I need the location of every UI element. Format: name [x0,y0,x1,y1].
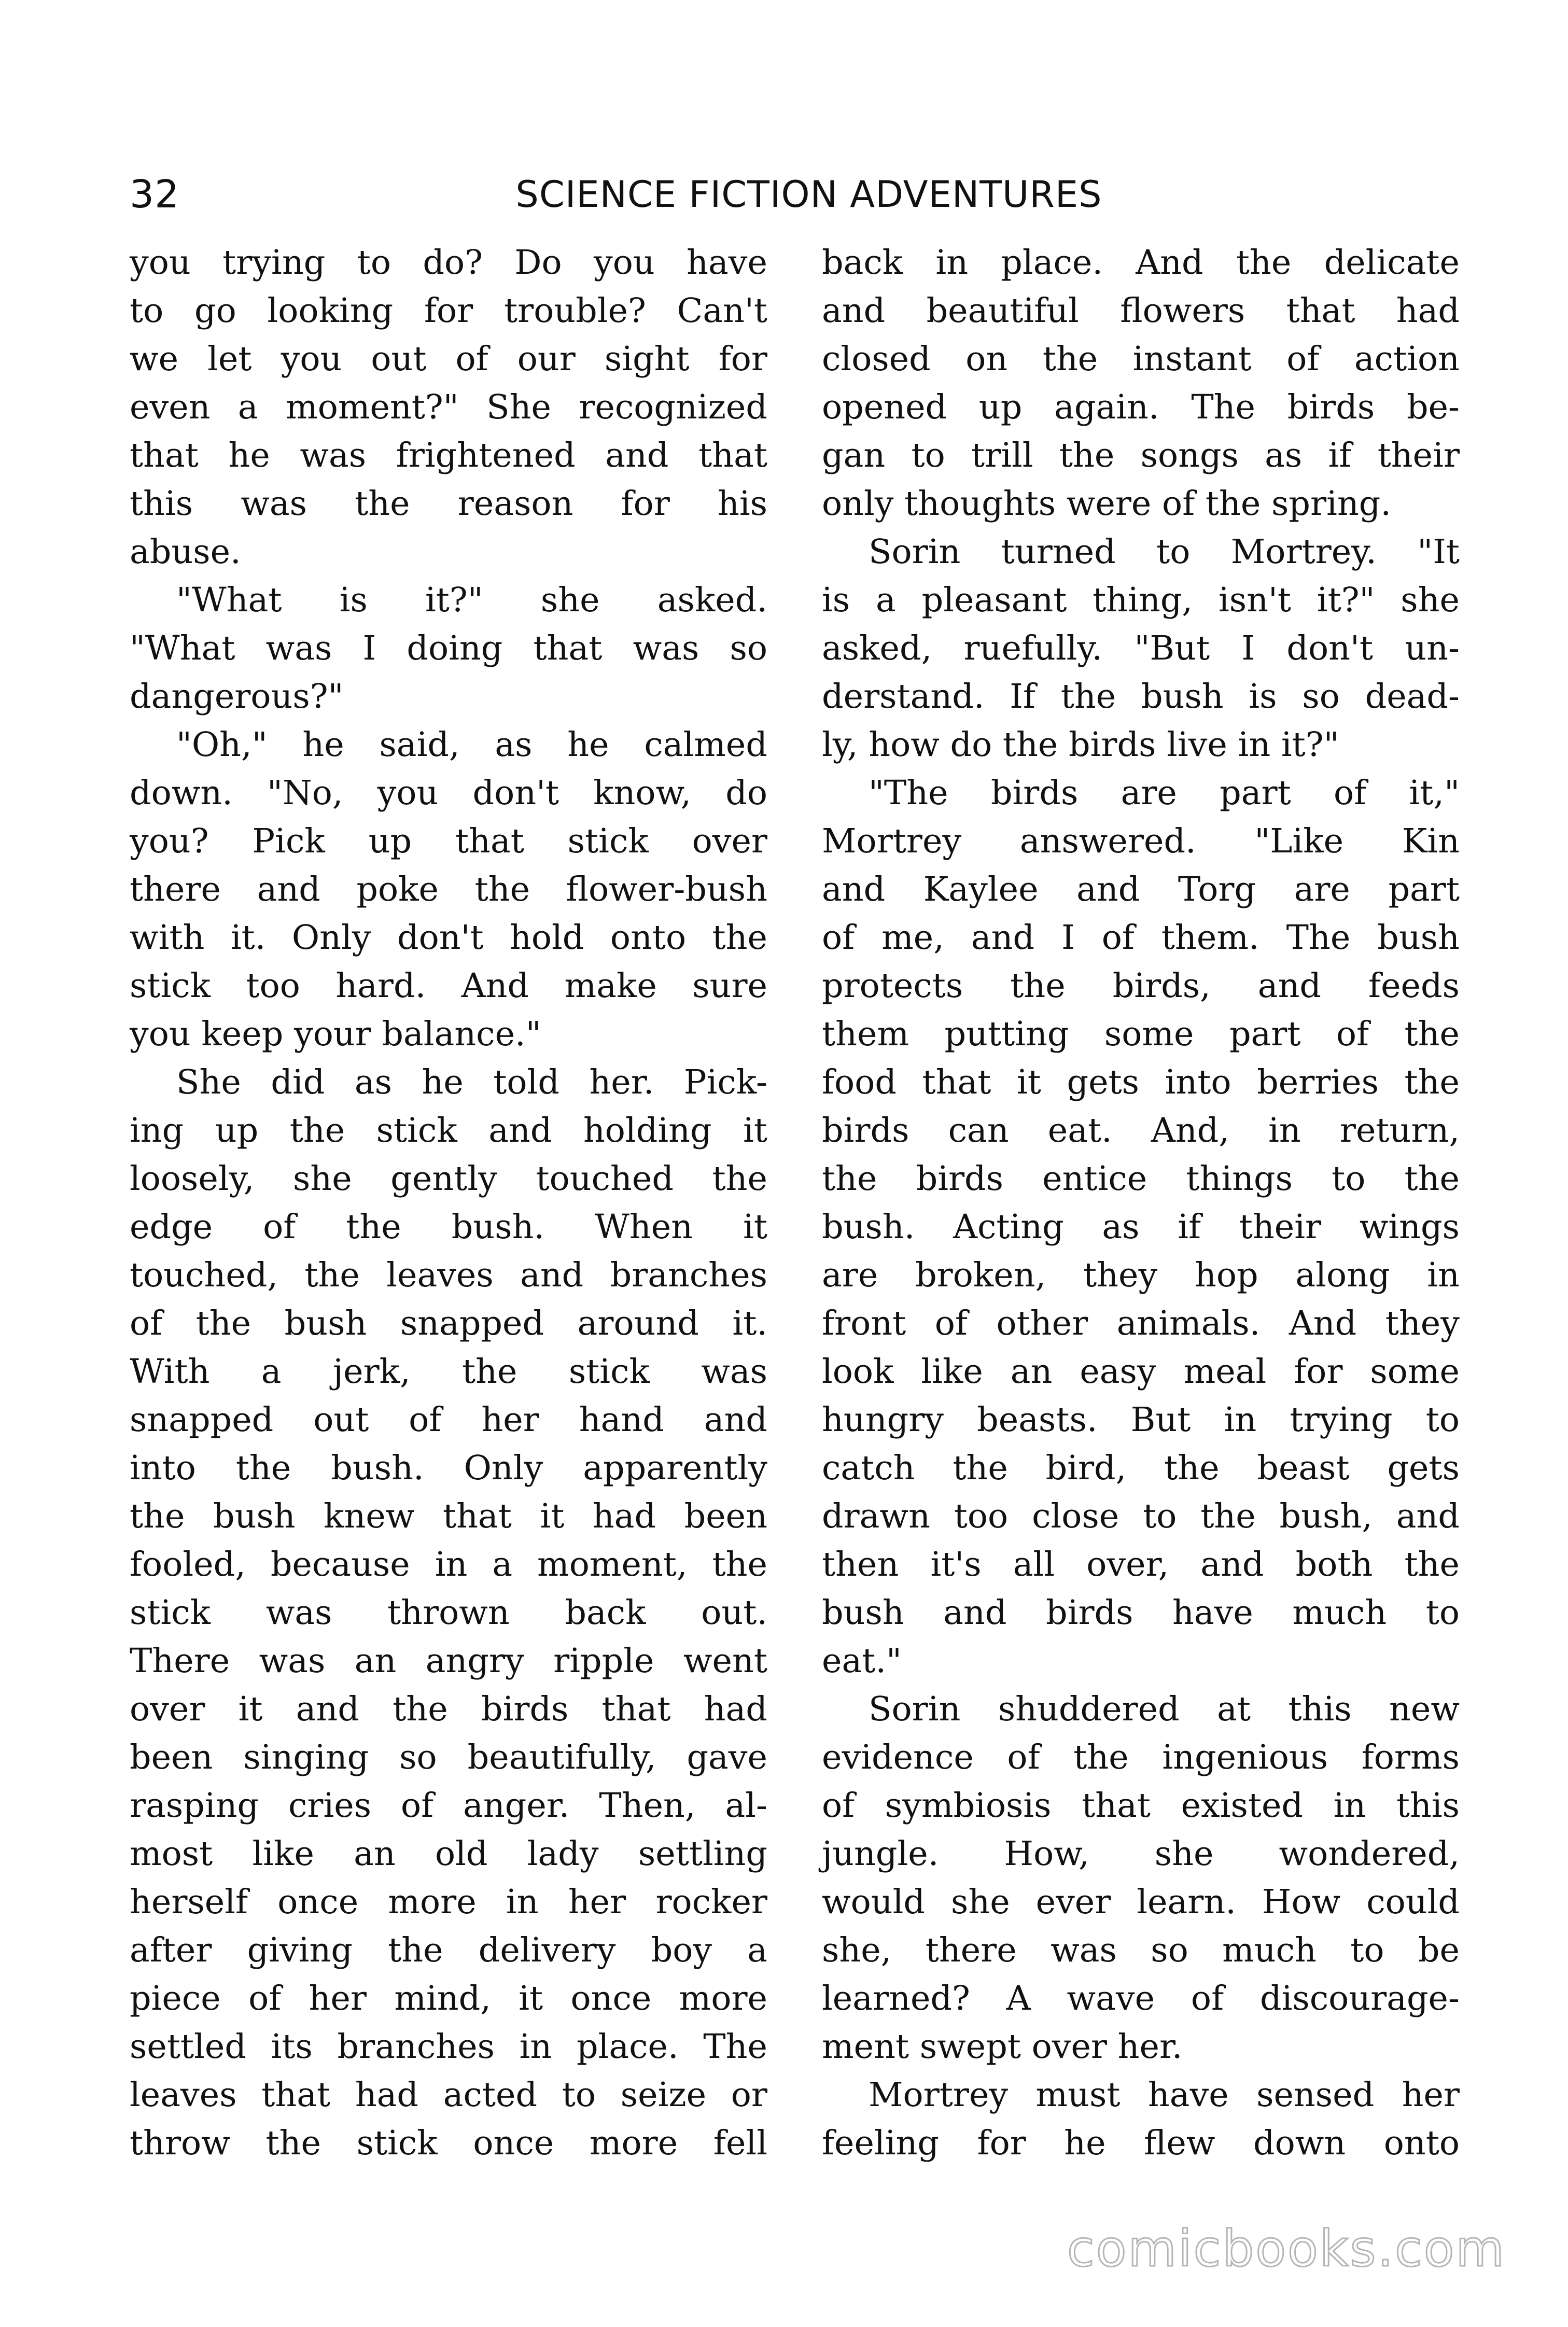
text-line: fooled, because in a moment, the [130,1545,767,1584]
text-line: them putting some part of the [822,1015,1460,1054]
text-line: birds can eat. And, in return, [822,1111,1460,1150]
text-line: feeling for he flew down onto [822,2124,1460,2163]
text-line: With a jerk, the stick was [130,1352,767,1391]
text-line: of the bush snapped around it. [130,1304,767,1343]
text-line: food that it gets into berries the [822,1063,1460,1102]
page-header [130,166,1447,223]
text-line: protects the birds, and feeds [822,966,1460,1005]
text-line: Sorin shuddered at this new [869,1690,1460,1729]
text-line: the bush knew that it had been [130,1497,767,1536]
text-line: jungle. How, she wondered, [822,1834,1460,1873]
text-line: stick was thrown back out. [130,1593,767,1632]
text-line: to go looking for trouble? Can't [130,291,767,330]
text-line: would she ever learn. How could [822,1883,1460,1922]
text-line: is a pleasant thing, isn't it?" she [822,581,1460,620]
text-line: "Oh," he said, as he calmed [176,725,767,764]
text-line: abuse. [130,532,241,571]
text-line: she, there was so much to be [822,1931,1460,1970]
text-line: asked, ruefully. "But I don't un- [822,629,1460,668]
text-line: ly, how do the birds live in it?" [822,725,1339,764]
right-text-column [822,239,1460,2167]
text-line: been singing so beautifully, gave [130,1738,767,1777]
text-line: look like an easy meal for some [822,1352,1460,1391]
text-line: settled its branches in place. The [130,2027,767,2066]
text-line: into the bush. Only apparently [130,1449,767,1488]
text-line: that he was frightened and that [130,436,767,475]
text-line: evidence of the ingenious forms [822,1738,1460,1777]
text-line: closed on the instant of action [822,340,1460,379]
text-line: front of other animals. And they [822,1304,1460,1343]
text-line: leaves that had acted to seize or [130,2076,767,2114]
text-line: gan to trill the songs as if their [822,436,1460,475]
text-line: There was an angry ripple went [130,1642,767,1680]
text-line: dangerous?" [130,677,344,716]
text-line: there and poke the flower-bush [130,870,767,909]
text-line: only thoughts were of the spring. [822,484,1391,523]
running-head: SCIENCE FICTION ADVENTURES [515,173,1102,216]
text-line: "The birds are part of it," [869,774,1460,812]
text-line: Mortrey answered. "Like Kin [822,822,1460,861]
text-line: down. "No, you don't know, do [130,774,767,812]
text-line: She did as he told her. Pick- [176,1063,767,1102]
text-line: loosely, she gently touched the [130,1159,767,1198]
text-line: learned? A wave of discourage- [822,1979,1460,2018]
text-line: are broken, they hop along in [822,1256,1460,1295]
text-line: eat." [822,1642,902,1680]
text-line: and Kaylee and Torg are part [822,870,1460,909]
text-line: you? Pick up that stick over [130,822,767,861]
left-text-column [130,239,767,2167]
text-line: you keep your balance." [130,1015,541,1054]
text-line: and beautiful flowers that had [822,291,1460,330]
text-line: Mortrey must have sensed her [869,2076,1460,2114]
text-line: Sorin turned to Mortrey. "It [869,532,1460,571]
text-line: bush. Acting as if their wings [822,1208,1460,1246]
text-line: after giving the delivery boy a [130,1931,767,1970]
text-line: catch the bird, the beast gets [822,1449,1460,1488]
text-line: we let you out of our sight for [130,340,767,379]
text-line: over it and the birds that had [130,1690,767,1729]
text-line: throw the stick once more fell [130,2124,767,2163]
text-line: piece of her mind, it once more [130,1979,767,2018]
text-line: edge of the bush. When it [130,1208,767,1246]
text-line: hungry beasts. But in trying to [822,1400,1460,1439]
text-line: of symbiosis that existed in this [822,1786,1460,1825]
text-line: drawn too close to the bush, and [822,1497,1460,1536]
text-line: back in place. And the delicate [822,243,1460,282]
text-line: derstand. If the bush is so dead- [822,677,1460,716]
text-line: rasping cries of anger. Then, al- [130,1786,767,1825]
page-number: 32 [130,172,180,217]
text-line: ing up the stick and holding it [130,1111,767,1150]
text-line: "What is it?" she asked. [176,581,767,620]
text-line: ment swept over her. [822,2027,1183,2066]
text-line: this was the reason for his [130,484,767,523]
text-line: herself once more in her rocker [130,1883,767,1922]
text-line: most like an old lady settling [130,1834,767,1873]
text-line: opened up again. The birds be- [822,388,1460,427]
text-line: "What was I doing that was so [130,629,767,668]
text-line: stick too hard. And make sure [130,966,767,1005]
text-line: then it's all over, and both the [822,1545,1460,1584]
text-line: touched, the leaves and branches [130,1256,767,1295]
text-line: the birds entice things to the [822,1159,1460,1198]
watermark: comicbooks.com [1067,2220,1506,2278]
text-line: bush and birds have much to [822,1593,1460,1632]
text-line: of me, and I of them. The bush [822,918,1460,957]
text-line: with it. Only don't hold onto the [130,918,767,957]
text-line: you trying to do? Do you have [130,243,767,282]
text-line: even a moment?" She recognized [130,388,767,427]
text-line: snapped out of her hand and [130,1400,767,1439]
